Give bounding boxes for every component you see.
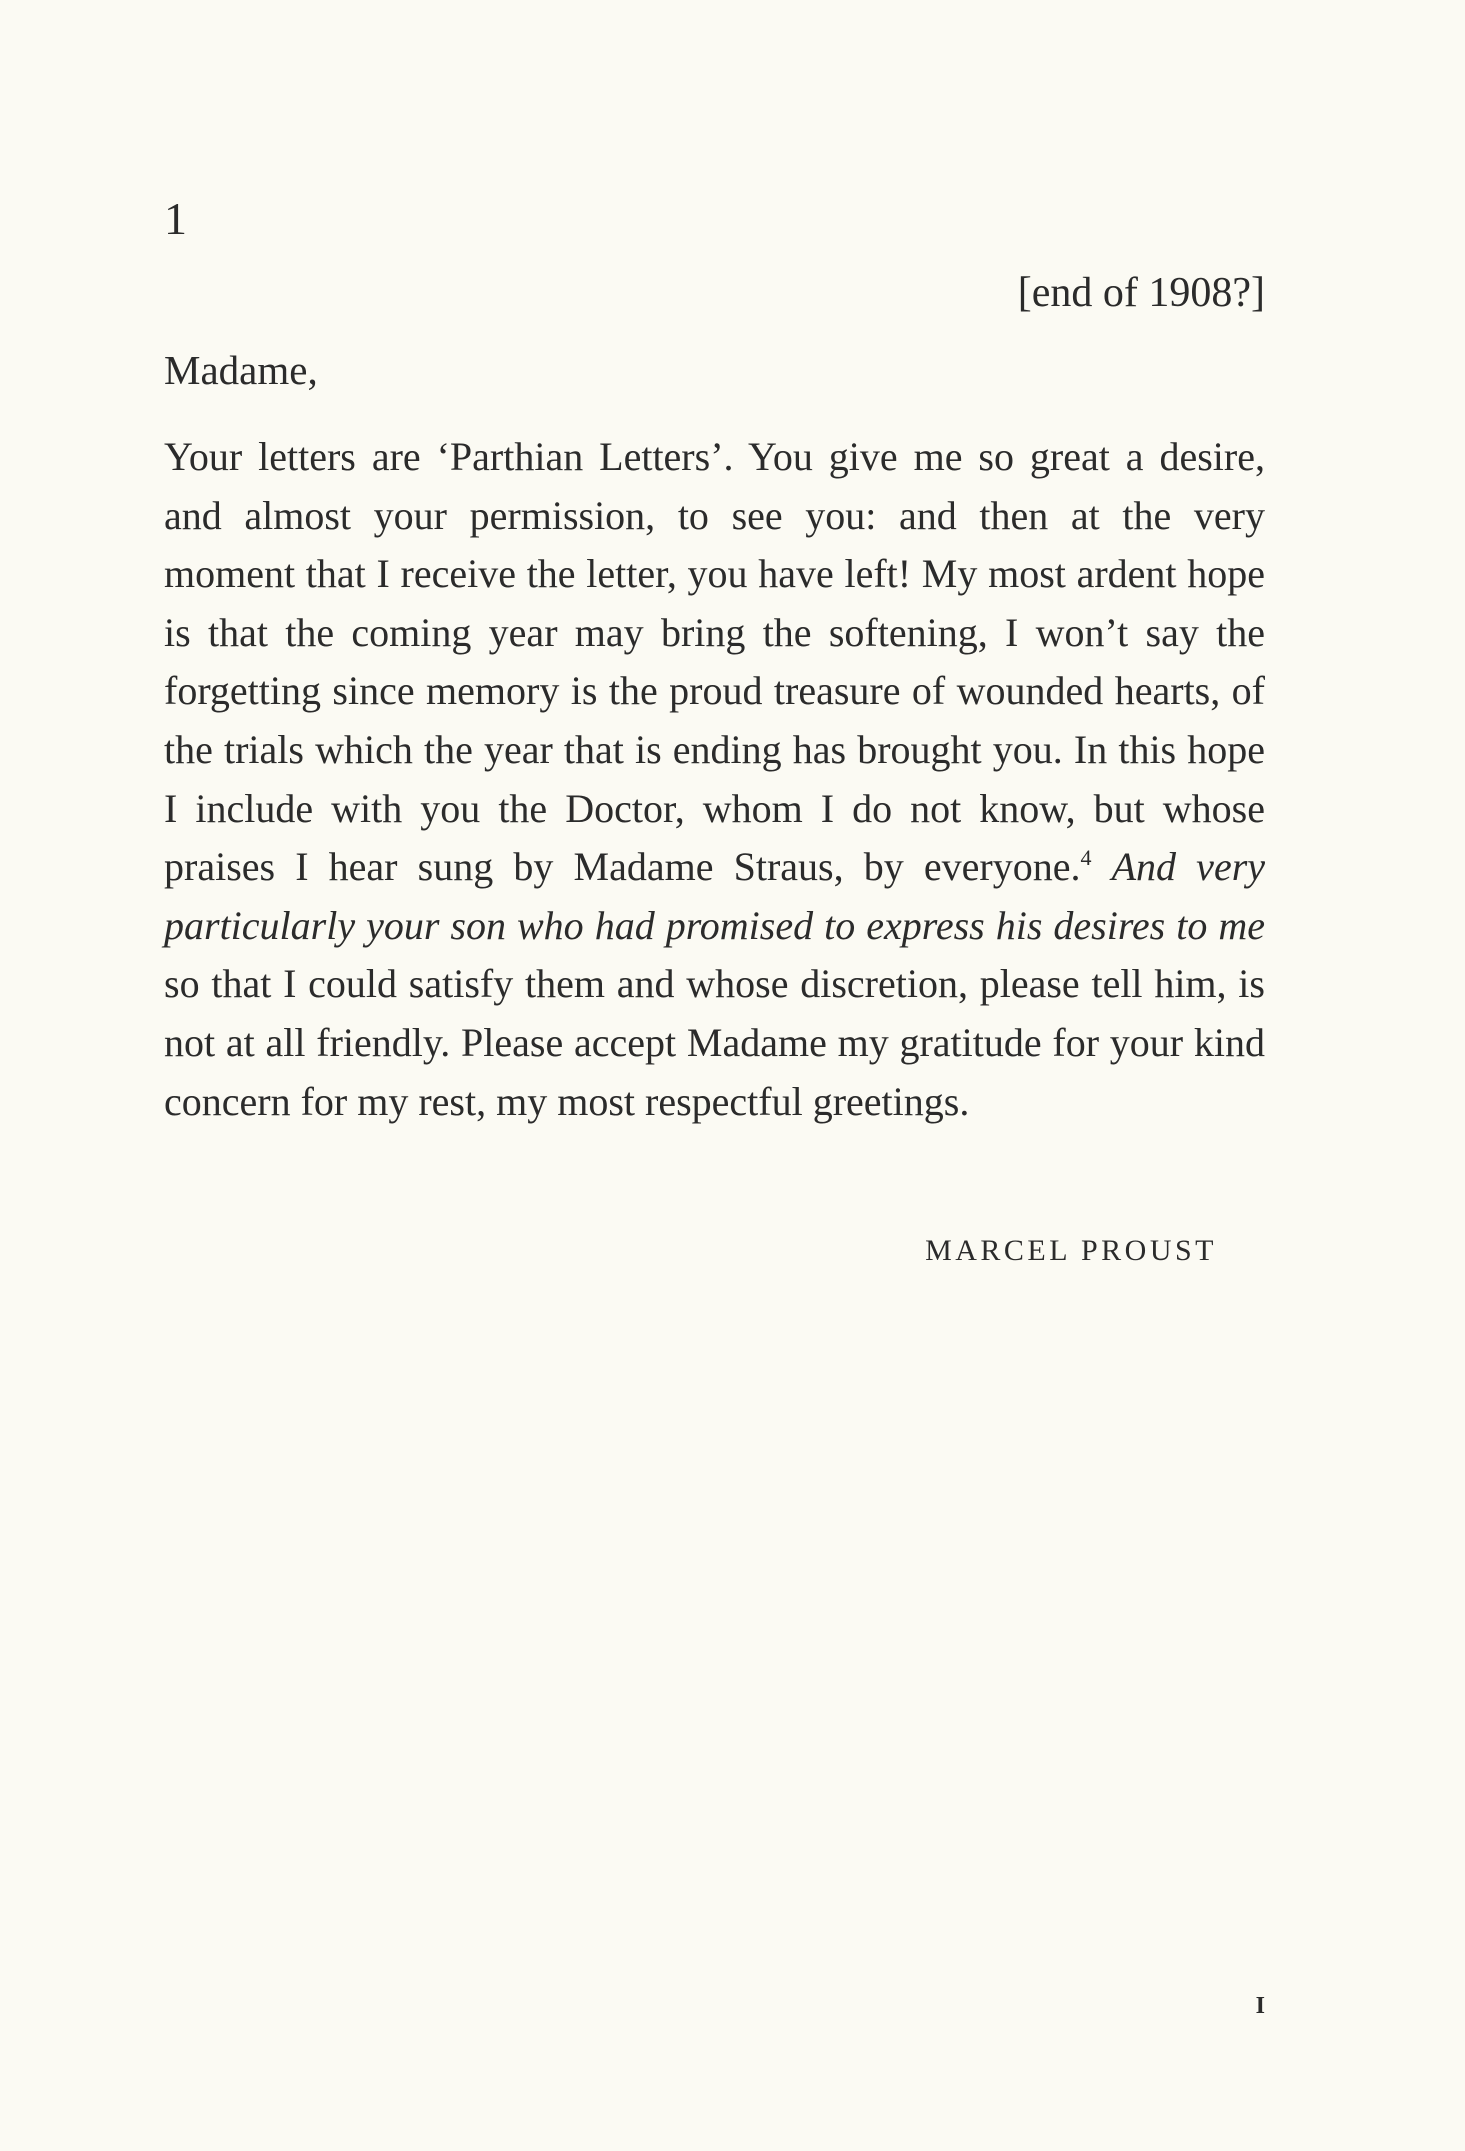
- footnote-reference: 4: [1080, 845, 1092, 871]
- body-text-part2: so that I could satisfy them and whose discretion, please tell him, is not at all friendly. Please accept Madame my gratitude for your kind concern for my rest, my most respectful greetings.: [164, 961, 1265, 1124]
- salutation: Madame,: [164, 347, 318, 393]
- page-number: I: [1255, 1993, 1265, 2019]
- body-text-italic: And very particularly your son who had promised to express his desires to me: [164, 844, 1266, 948]
- signature: MARCEL PROUST: [925, 1234, 1217, 1267]
- body-text-part1: Your letters are ‘Parthian Letters’. You give me so great a desire, and almost your permission, to see you: and then at the very moment that I receive the letter, you have left! My most ardent hope is that the coming year may bring the softening, I won’t say the forgetting since memory is the proud treasure of wounded hearts, of the trials which the year that is ending has brought you. In this hope I include with you the Doctor, whom I do not know, but whose praises I hear sung by Madame Straus, by everyone.: [164, 434, 1265, 890]
- letter-body: [164, 428, 1265, 1131]
- letter-number: 1: [164, 193, 187, 244]
- letter-date: [end of 1908?]: [1017, 270, 1265, 316]
